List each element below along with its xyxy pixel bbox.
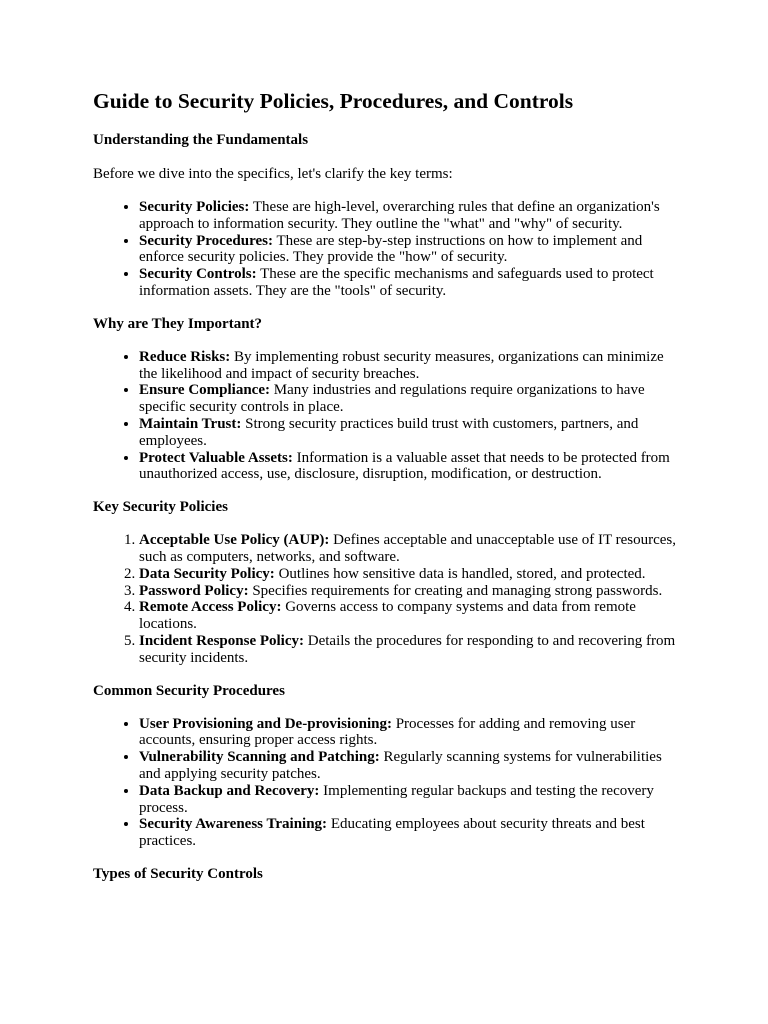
list-item-text: Many industries and regulations require organizations to have specific security controls in place. — [139, 382, 645, 416]
list-item-text: Outlines how sensitive data is handled, stored, and protected. — [274, 565, 646, 582]
list-item-text: Educating employees about security threats and best practices. — [139, 816, 645, 850]
list-item — [139, 633, 678, 667]
list-item-term: Password Policy: — [139, 582, 249, 599]
list-item-term: Ensure Compliance: — [139, 382, 270, 399]
list-item-term: Vulnerability Scanning and Patching: — [139, 749, 380, 766]
list-item-text: By implementing robust security measures, organizations can minimize the likelihood and impact of security breaches. — [139, 348, 664, 382]
list-item-term: Acceptable Use Policy (AUP): — [139, 532, 330, 549]
list-item-term: User Provisioning and De-provisioning: — [139, 715, 392, 732]
section-heading-procedures: Common Security Procedures — [93, 682, 285, 699]
list-item — [139, 199, 678, 233]
list-item-term: Maintain Trust: — [139, 415, 242, 432]
document-page — [93, 84, 678, 883]
list-item-text: These are step-by-step instructions on how to implement and enforce security policies. They provide the "how" of security. — [139, 232, 643, 266]
list-item — [139, 599, 678, 633]
list-item — [139, 416, 678, 450]
list-item-text: Governs access to company systems and data from remote locations. — [139, 599, 636, 633]
fundamentals-intro: Before we dive into the specifics, let's clarify the key terms: — [93, 166, 453, 182]
list-item-text: Information is a valuable asset that needs to be protected from unauthorized access, use, disclosure, disruption, modification, or destruction. — [139, 449, 670, 483]
list-item-term: Security Controls: — [139, 266, 257, 283]
list-item-text: Strong security practices build trust with customers, partners, and employees. — [139, 415, 639, 449]
list-item-term: Security Policies: — [139, 199, 250, 215]
section-heading-fundamentals: Understanding the Fundamentals — [93, 132, 309, 148]
list-item — [139, 450, 678, 484]
list-item-term: Reduce Risks: — [139, 348, 231, 365]
list-item — [139, 349, 678, 383]
list-item-term: Data Security Policy: — [139, 565, 275, 582]
list-item-text: Details the procedures for responding to and recovering from security incidents. — [139, 632, 676, 666]
list-item — [139, 566, 678, 583]
list-item — [139, 532, 678, 566]
list-item-text: Defines acceptable and unacceptable use of IT resources, such as computers, networks, and software. — [139, 532, 676, 565]
list-item — [139, 382, 678, 416]
document-title: Guide to Security Policies, Procedures, and Controls — [93, 89, 574, 113]
importance-list — [93, 349, 678, 483]
list-item-term: Protect Valuable Assets: — [139, 449, 293, 466]
list-item — [139, 716, 678, 750]
list-item-term: Incident Response Policy: — [139, 632, 304, 649]
list-item-term: Security Procedures: — [139, 232, 273, 249]
list-item — [139, 783, 678, 817]
list-item — [139, 583, 678, 600]
policies-list — [93, 532, 678, 666]
list-item — [139, 816, 678, 850]
list-item-text: Processes for adding and removing user accounts, ensuring proper access rights. — [139, 715, 636, 749]
list-item — [139, 233, 678, 267]
fundamentals-list — [93, 199, 678, 300]
list-item-text: These are the specific mechanisms and safeguards used to protect information assets. They are the "tools" of security. — [139, 266, 654, 299]
list-item-text: These are high-level, overarching rules that define an organization's approach to information security. They outline the "what" and "why" of security. — [139, 199, 660, 232]
list-item — [139, 266, 678, 300]
procedures-list — [93, 716, 678, 850]
list-item-text: Specifies requirements for creating and managing strong passwords. — [248, 582, 663, 599]
list-item-term: Data Backup and Recovery: — [139, 782, 320, 799]
section-heading-controls: Types of Security Controls — [93, 865, 263, 882]
list-item-text: Implementing regular backups and testing the recovery process. — [139, 782, 654, 816]
list-item-term: Security Awareness Training: — [139, 816, 328, 833]
list-item-text: Regularly scanning systems for vulnerabilities and applying security patches. — [139, 749, 662, 782]
list-item — [139, 749, 678, 783]
section-heading-importance: Why are They Important? — [93, 315, 263, 332]
list-item-term: Remote Access Policy: — [139, 599, 282, 616]
section-heading-policies: Key Security Policies — [93, 499, 228, 516]
